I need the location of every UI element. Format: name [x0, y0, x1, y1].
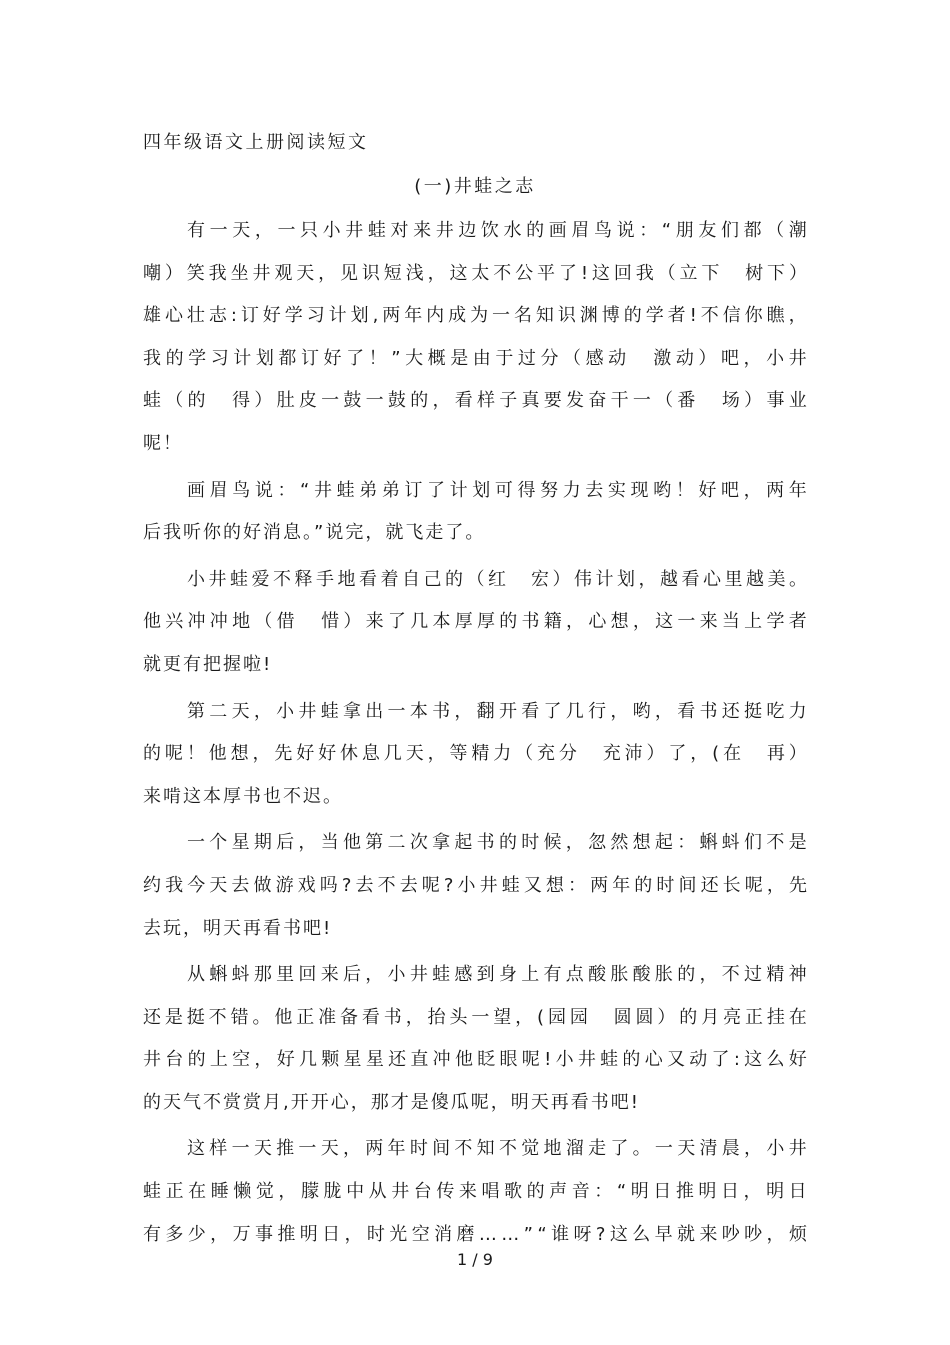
paragraph-5 [143, 822, 807, 950]
paragraph-1 [143, 210, 807, 466]
text-line: 蛙 （ 的 得 ） 肚 皮 一 鼓 一 鼓 的 ， 看 样 子 真 要 发 奋 干 一 （ 番 场 ） 事 业 [143, 390, 807, 412]
text-line: 从 蝌 蚪 那 里 回 来 后 ， 小 井 蛙 感 到 身 上 有 点 酸 胀 酸 胀 的 ， 不 过 精 神 [187, 964, 807, 986]
text-line: 去玩，明天再看书吧! [143, 917, 333, 939]
text-line: 这 样 一 天 推 一 天 ， 两 年 时 间 不 知 不 觉 地 溜 走 了 。 一 天 清 晨 ， 小 井 [187, 1138, 807, 1160]
text-line: 他 兴 冲 冲 地 （ 借 惜 ） 来 了 几 本 厚 厚 的 书 籍 ， 心 想 ， 这 一 来 当 上 学 者 [143, 611, 807, 633]
text-line: 我 的 学 习 计 划 都 订 好 了 ！ ” 大 概 是 由 于 过 分 （ 感 动 激 动 ） 吧 ， 小 井 [143, 347, 807, 369]
paragraph-7 [143, 1128, 807, 1256]
text-line: 嘲 ） 笑 我 坐 井 观 天 ， 见 识 短 浅 ， 这 太 不 公 平 了 ! 这 回 我 （ 立 下 树 下 ） [143, 262, 807, 284]
text-line: 第 二 天 ， 小 井 蛙 拿 出 一 本 书 ， 翻 开 看 了 几 行 ， 哟 ， 看 书 还 挺 吃 力 [187, 700, 807, 722]
text-line: 画 眉 鸟 说 ： “ 井 蛙 弟 弟 订 了 计 划 可 得 努 力 去 实 现 哟 ！ 好 吧 ， 两 年 [187, 479, 807, 501]
page-number: 1 / 9 [457, 1250, 493, 1269]
text-line: 还 是 挺 不 错 。 他 正 准 备 看 书 ， 抬 头 一 望 ， ( 园 园 圆 圆 ） 的 月 亮 正 挂 在 [143, 1006, 807, 1028]
text-line: 井 台 的 上 空 ， 好 几 颗 星 星 还 直 冲 他 眨 眼 呢 ! 小 井 蛙 的 心 又 动 了 : 这 么 好 [143, 1049, 807, 1071]
text-line: 一 个 星 期 后 ， 当 他 第 二 次 拿 起 书 的 时 候 ， 忽 然 想 起 ： 蝌 蚪 们 不 是 [187, 832, 807, 854]
text-line: 有 多 少 ， 万 事 推 明 日 ， 时 光 空 消 磨 … … ” “ 谁 呀 ? 这 么 早 就 来 吵 吵 ， 烦 [143, 1223, 807, 1245]
text-line: 呢！ [143, 432, 183, 454]
text-line: 约 我 今 天 去 做 游 戏 吗 ? 去 不 去 呢 ? 小 井 蛙 又 想 ： 两 年 的 时 间 还 长 呢 ， 先 [143, 874, 807, 896]
paragraph-3 [143, 559, 807, 687]
text-line: 后我听你的好消息。”说完，就飞走了。 [143, 522, 486, 544]
paragraph-6 [143, 954, 807, 1124]
document-title: 四年级语文上册阅读短文 [143, 132, 369, 153]
paragraph-4 [143, 691, 807, 819]
paragraph-2 [143, 470, 807, 555]
body-text [143, 210, 807, 1260]
text-line: 蛙 正 在 睡 懒 觉 ， 朦 胧 中 从 井 台 传 来 唱 歌 的 声 音 ： “ 明 日 推 明 日 ， 明 日 [143, 1181, 807, 1203]
text-line: 来啃这本厚书也不迟。 [143, 785, 343, 807]
section-title: (一)井蛙之志 [414, 176, 536, 197]
text-line: 有 一 天 ， 一 只 小 井 蛙 对 来 井 边 饮 水 的 画 眉 鸟 说 ： “ 朋 友 们 都 （ 潮 [187, 220, 807, 241]
text-line: 雄 心 壮 志 : 订 好 学 习 计 划 , 两 年 内 成 为 一 名 知 识 渊 博 的 学 者 ! 不 信 你 瞧 ， [143, 305, 807, 327]
text-line: 的天气不赏赏月,开开心，那才是傻瓜呢，明天再看书吧! [143, 1091, 640, 1113]
text-line: 就更有把握啦! [143, 653, 273, 675]
text-line: 小 井 蛙 爱 不 释 手 地 看 着 自 己 的 （ 红 宏 ） 伟 计 划 ， 越 看 心 里 越 美 。 [187, 568, 807, 590]
text-line: 的 呢 ！ 他 想 ， 先 好 好 休 息 几 天 ， 等 精 力 （ 充 分 充 沛 ） 了 ， ( 在 再 ） [143, 743, 807, 765]
